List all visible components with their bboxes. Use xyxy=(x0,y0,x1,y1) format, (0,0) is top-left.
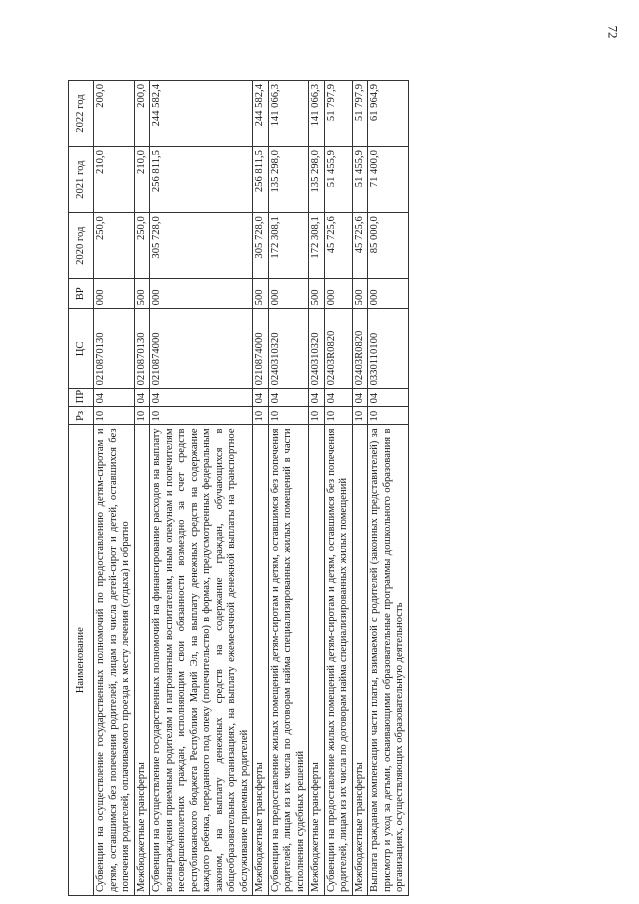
row-2022: 244 582,4 xyxy=(253,81,269,147)
header-2020: 2020 год xyxy=(69,213,94,279)
row-pr: 04 xyxy=(134,389,150,407)
row-name: Межбюджетные трансферты xyxy=(309,425,325,896)
row-pr: 04 xyxy=(324,389,352,407)
row-rz: 10 xyxy=(352,407,368,425)
row-rz: 10 xyxy=(150,407,253,425)
row-name: Субвенции на осуществление государственных полномочий на финансирование расходов на выплату вознаграждения приемным родителям и патронатным воспитателям, иным опекунам и попечителям несовершеннолетних граждан, исполняющим свои обязанности возмездно за счет средств республиканского бюджета Республики Марий Эл, на выплату денежных средств на содержание каждого ребенка, переданного под опеку (попечительство) в формах, предусмотренных федеральным законом, на выплату денежных средств на содержание граждан, обучающихся в общеобразовательных организациях, на выплату ежемесячной денежной выплаты на транспортное обслуживание приемных родителей xyxy=(150,425,253,896)
row-2022: 141 066,3 xyxy=(309,81,325,147)
row-pr: 04 xyxy=(352,389,368,407)
row-cs: 02403R0820 xyxy=(352,309,368,389)
row-2020: 172 308,1 xyxy=(309,213,325,279)
row-cs: 0210874000 xyxy=(150,309,253,389)
row-rz: 10 xyxy=(309,407,325,425)
row-vr: 500 xyxy=(134,279,150,309)
row-cs: 0240310320 xyxy=(309,309,325,389)
row-2021: 51 455,9 xyxy=(352,147,368,213)
row-vr: 500 xyxy=(309,279,325,309)
row-2020: 305 728,0 xyxy=(150,213,253,279)
row-pr: 04 xyxy=(368,389,409,407)
row-2022: 51 797,9 xyxy=(352,81,368,147)
table-row xyxy=(94,81,135,896)
row-2022: 51 797,9 xyxy=(324,81,352,147)
row-2021: 135 298,0 xyxy=(268,147,309,213)
table-body xyxy=(94,81,409,896)
header-rz: Рз xyxy=(69,407,94,425)
row-2022: 244 582,4 xyxy=(150,81,253,147)
row-rz: 10 xyxy=(368,407,409,425)
row-2020: 305 728,0 xyxy=(253,213,269,279)
row-2022: 141 066,3 xyxy=(268,81,309,147)
row-name: Субвенции на предоставление жилых помещений детям-сиротам и детям, оставшимся без попечения родителей, лицам из их числа по договорам найма специализированных жилых помещений в части исполнения судебных решений xyxy=(268,425,309,896)
table-row xyxy=(268,81,309,896)
table-row xyxy=(324,81,352,896)
header-row xyxy=(69,81,94,896)
row-name: Выплата гражданам компенсации части платы, взимаемой с родителей (законных представителей) за присмотр и уход за детьми, осваивающими образовательные программы дошкольного образования в организациях, осуществляющих образовательную деятельность xyxy=(368,425,409,896)
row-vr: 000 xyxy=(150,279,253,309)
row-vr: 500 xyxy=(253,279,269,309)
header-cs: ЦС xyxy=(69,309,94,389)
row-rz: 10 xyxy=(268,407,309,425)
row-2020: 85 000,0 xyxy=(368,213,409,279)
row-2020: 172 308,1 xyxy=(268,213,309,279)
row-pr: 04 xyxy=(268,389,309,407)
row-rz: 10 xyxy=(253,407,269,425)
row-vr: 000 xyxy=(324,279,352,309)
row-2020: 45 725,6 xyxy=(324,213,352,279)
row-2022: 61 964,9 xyxy=(368,81,409,147)
row-name: Субвенции на осуществление государственных полномочий по предоставлению детям-сиротам и детям, оставшимся без попечения родителей, лицам из числа детей-сирот и детей, оставшихся без попечения родителей, оплачиваемого проезда к месту лечения (отдыха) и обратно xyxy=(94,425,135,896)
row-vr: 500 xyxy=(352,279,368,309)
table-row xyxy=(150,81,253,896)
header-2021: 2021 год xyxy=(69,147,94,213)
row-vr: 000 xyxy=(368,279,409,309)
row-2021: 210,0 xyxy=(94,147,135,213)
header-name: Наименование xyxy=(69,425,94,896)
row-2022: 200,0 xyxy=(94,81,135,147)
row-2021: 210,0 xyxy=(134,147,150,213)
header-pr: ПР xyxy=(69,389,94,407)
table-container xyxy=(68,80,639,892)
row-2022: 200,0 xyxy=(134,81,150,147)
page-number: 72 xyxy=(605,25,621,39)
rotated-table-layer xyxy=(68,80,628,896)
row-2021: 256 811,5 xyxy=(253,147,269,213)
row-2021: 256 811,5 xyxy=(150,147,253,213)
row-2020: 45 725,6 xyxy=(352,213,368,279)
row-2020: 250,0 xyxy=(134,213,150,279)
row-cs: 0240310320 xyxy=(268,309,309,389)
row-rz: 10 xyxy=(94,407,135,425)
row-name: Субвенции на предоставление жилых помещений детям-сиротам и детям, оставшимся без попечения родителей, лицам из их числа по договорам найма специализированных жилых помещений xyxy=(324,425,352,896)
row-pr: 04 xyxy=(253,389,269,407)
row-name: Межбюджетные трансферты xyxy=(134,425,150,896)
row-name: Межбюджетные трансферты xyxy=(253,425,269,896)
row-2021: 51 455,9 xyxy=(324,147,352,213)
table-row xyxy=(309,81,325,896)
row-cs: 0210874000 xyxy=(253,309,269,389)
row-2021: 71 400,0 xyxy=(368,147,409,213)
header-2022: 2022 год xyxy=(69,81,94,147)
header-vr: ВР xyxy=(69,279,94,309)
row-rz: 10 xyxy=(324,407,352,425)
row-vr: 000 xyxy=(94,279,135,309)
row-rz: 10 xyxy=(134,407,150,425)
table-row xyxy=(253,81,269,896)
budget-table xyxy=(68,80,409,896)
table-row xyxy=(352,81,368,896)
row-2021: 135 298,0 xyxy=(309,147,325,213)
row-cs: 0210870130 xyxy=(94,309,135,389)
table-header xyxy=(69,81,94,896)
row-pr: 04 xyxy=(150,389,253,407)
row-cs: 02403R0820 xyxy=(324,309,352,389)
table-row xyxy=(368,81,409,896)
row-pr: 04 xyxy=(94,389,135,407)
table-row xyxy=(134,81,150,896)
row-2020: 250,0 xyxy=(94,213,135,279)
row-pr: 04 xyxy=(309,389,325,407)
row-cs: 0330110100 xyxy=(368,309,409,389)
row-cs: 0210870130 xyxy=(134,309,150,389)
row-vr: 000 xyxy=(268,279,309,309)
row-name: Межбюджетные трансферты xyxy=(352,425,368,896)
